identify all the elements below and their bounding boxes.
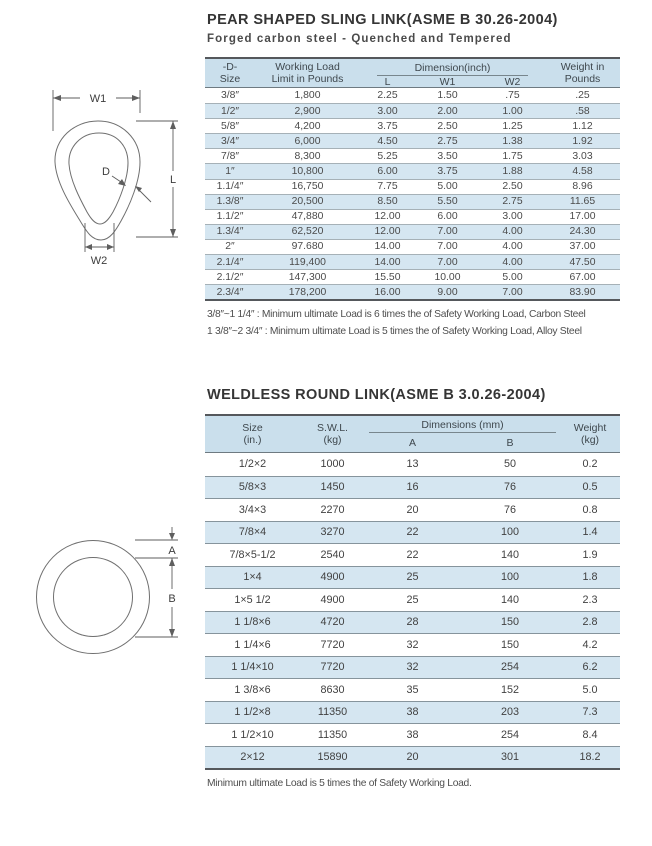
table-cell: 2.00 (437, 105, 458, 117)
table1-notes (207, 307, 586, 340)
table-cell: 0.8 (582, 503, 598, 516)
table-cell: 5.50 (437, 196, 458, 208)
col-header-wll (255, 59, 360, 87)
table-cell: 119,400 (289, 256, 326, 268)
table-cell: 4900 (320, 593, 345, 606)
table-cell: 8.4 (582, 728, 598, 741)
table-row (205, 656, 620, 679)
table-cell: 1/2×2 (238, 458, 267, 471)
col-header-weight (560, 416, 620, 452)
table-cell: 150 (500, 616, 519, 629)
col-header-A: A (408, 436, 416, 449)
table-cell: 1/2″ (220, 105, 240, 117)
table-cell: 1,800 (294, 90, 321, 102)
table-cell: 3.03 (572, 150, 593, 162)
table-row (205, 133, 620, 148)
table-row (205, 633, 620, 656)
section1-title: PEAR SHAPED SLING LINK(ASME B 30.26-2004) (207, 12, 558, 28)
table-cell: 2.1/4″ (216, 256, 244, 268)
table-cell: 38 (406, 706, 419, 719)
table-cell: 2×12 (240, 751, 265, 764)
table-cell: 2.3 (582, 593, 598, 606)
table-cell: 16 (406, 481, 419, 494)
table-cell: 6,000 (294, 135, 321, 147)
table-row (205, 179, 620, 194)
table-cell: 1 1/2×8 (234, 706, 271, 719)
table-cell: 11350 (317, 728, 348, 741)
table-row (205, 118, 620, 133)
table-row (205, 701, 620, 724)
table-row (205, 453, 620, 476)
table-cell: 11350 (317, 706, 348, 719)
table-row (205, 498, 620, 521)
table-cell: 16,750 (291, 181, 324, 193)
table-row (205, 588, 620, 611)
table-cell: 8630 (320, 683, 345, 696)
table-cell: 18.2 (579, 751, 601, 764)
dim-label-w2: W2 (90, 255, 108, 267)
col-header-swl-line2: (kg) (323, 434, 342, 446)
col-header-W2: W2 (504, 76, 521, 88)
col-header-W1: W1 (439, 76, 456, 88)
table-cell: 20 (406, 751, 419, 764)
note-line: 3/8″~1 1/4″ : Minimum ultimate Load is 6 times the of Safety Working Load, Carbon Steel (207, 309, 586, 320)
table-cell: 152 (500, 683, 519, 696)
table-cell: 5.25 (377, 150, 398, 162)
table-row (205, 239, 620, 254)
table-cell: 6.00 (437, 211, 458, 223)
table-cell: 9.00 (437, 286, 458, 298)
table2-body (205, 453, 620, 768)
table-row (205, 254, 620, 269)
col-header-wll-line2: Limit in Pounds (271, 73, 344, 85)
table-cell: 47,880 (291, 211, 324, 223)
col-header-size (205, 416, 300, 452)
table-cell: 16.00 (374, 286, 401, 298)
table-cell: 6.2 (582, 661, 598, 674)
dimensions-group-title: Dimensions (mm) (369, 419, 556, 433)
table-row (205, 224, 620, 239)
col-header-weight-line2: (kg) (580, 434, 600, 446)
col-header-weight-line1: Weight (573, 421, 607, 434)
pear-link-diagram (30, 83, 180, 273)
table-cell: 7720 (320, 638, 345, 651)
col-header-B: B (506, 436, 514, 449)
table-row (205, 88, 620, 103)
table-cell: 10,800 (291, 166, 324, 178)
table-cell: 1.3/8″ (216, 196, 244, 208)
table-row (205, 103, 620, 118)
table-row (205, 678, 620, 701)
table-cell: 150 (500, 638, 519, 651)
pear-link-table (205, 57, 620, 301)
table1-header (205, 59, 620, 88)
section2-title: WELDLESS ROUND LINK(ASME B 3.0.26-2004) (207, 387, 546, 403)
table-cell: 5/8×3 (238, 481, 267, 494)
table-cell: 7/8″ (220, 150, 240, 162)
table-cell: 32 (406, 661, 419, 674)
dim-label-d: D (102, 166, 110, 178)
table-cell: 5.0 (582, 683, 598, 696)
table-cell: 4.00 (502, 226, 523, 238)
table-cell: 1.3/4″ (216, 226, 244, 238)
note-line: 1 3/8″~2 3/4″ : Minimum ultimate Load is 5 times the of Safety Working Load, Alloy Steel (207, 325, 582, 337)
table-cell: 20,500 (291, 196, 324, 208)
table-cell: 7720 (320, 661, 345, 674)
table-cell: 5.00 (437, 181, 458, 193)
table-cell: 2.50 (502, 181, 523, 193)
table-cell: 254 (500, 661, 519, 674)
table-cell: 7/8×4 (238, 526, 267, 539)
col-header-weight (545, 59, 620, 87)
table-cell: 1.4 (582, 526, 598, 539)
table-cell: 1 1/4×10 (231, 661, 274, 674)
table-cell: 7.00 (502, 286, 523, 298)
col-header-size-line1: -D- (222, 60, 238, 73)
section1-subtitle: Forged carbon steel - Quenched and Tempered (207, 33, 512, 45)
table-cell: 2270 (320, 503, 345, 516)
dim-label-l: L (169, 174, 177, 186)
table-cell: 1.00 (502, 105, 523, 117)
table-cell: 4.00 (502, 256, 523, 268)
table-cell: 50 (503, 458, 516, 471)
col-header-L: L (384, 76, 391, 88)
col-header-weight-line2: Pounds (564, 73, 601, 85)
table-cell: 100 (500, 571, 519, 584)
col-header-swl (300, 416, 365, 452)
col-header-swl-line1: S.W.L. (317, 421, 348, 434)
table-cell: 15.50 (374, 271, 401, 283)
table-cell: 20 (406, 503, 419, 516)
table-row (205, 521, 620, 544)
table-cell: 7/8×5-1/2 (229, 548, 276, 561)
table-cell: 4.50 (377, 135, 398, 147)
col-header-dimensions-group (365, 416, 560, 452)
round-link-diagram (20, 525, 190, 675)
table-row (205, 163, 620, 178)
table-cell: 1.88 (502, 166, 523, 178)
table-cell: 8.50 (377, 196, 398, 208)
table-cell: 2.75 (437, 135, 458, 147)
table-cell: 38 (406, 728, 419, 741)
table-cell: 62,520 (291, 226, 324, 238)
table-cell: 2.25 (377, 90, 398, 102)
table-row (205, 543, 620, 566)
table-cell: 76 (503, 481, 516, 494)
col-header-size-line1: Size (242, 421, 263, 434)
table-cell: 25 (406, 571, 419, 584)
table-row (205, 284, 620, 299)
col-header-size (205, 59, 255, 87)
table-cell: 5/8″ (220, 120, 240, 132)
table-row (205, 746, 620, 769)
table-cell: 17.00 (569, 211, 596, 223)
table-cell: 0.2 (582, 458, 598, 471)
dim-label-w1: W1 (89, 93, 107, 105)
table-cell: 1.25 (502, 120, 523, 132)
table-cell: 1.50 (437, 90, 458, 102)
dim-label-b: B (168, 593, 176, 605)
table-cell: 10.00 (434, 271, 461, 283)
table-row (205, 148, 620, 163)
table-cell: 1 3/8×6 (234, 683, 271, 696)
dimension-group-title: Dimension(inch) (377, 62, 529, 76)
table1-body (205, 88, 620, 299)
table-cell: 7.75 (377, 181, 398, 193)
table-row (205, 209, 620, 224)
table-cell: 8.96 (572, 181, 593, 193)
table-cell: 1.75 (502, 150, 523, 162)
dim-label-a: A (168, 545, 176, 557)
col-header-size-line2: Size (219, 73, 241, 85)
table-cell: .75 (505, 90, 520, 102)
pear-outer-contour (55, 121, 140, 240)
table-cell: 1 1/2×10 (231, 728, 274, 741)
table-cell: 7.3 (582, 706, 598, 719)
table-cell: .25 (575, 90, 590, 102)
table-cell: 140 (500, 548, 519, 561)
col-header-wll-line1: Working Load (275, 60, 340, 73)
table-cell: 97.680 (291, 241, 324, 253)
table-cell: 2540 (320, 548, 345, 561)
table-cell: 4.2 (582, 638, 598, 651)
table-cell: 1.92 (572, 135, 593, 147)
table2-note: Minimum ultimate Load is 5 times the of Safety Working Load. (207, 778, 472, 789)
table-cell: 1.8 (582, 571, 598, 584)
table-cell: 1.9 (582, 548, 598, 561)
table-cell: 3270 (320, 526, 345, 539)
table-cell: 28 (406, 616, 419, 629)
table-cell: 22 (406, 526, 419, 539)
table-cell: 24.30 (569, 226, 596, 238)
table-cell: 301 (500, 751, 519, 764)
table-cell: 4.00 (502, 241, 523, 253)
table-cell: 7.00 (437, 256, 458, 268)
table-cell: 140 (500, 593, 519, 606)
col-header-weight-line1: Weight in (560, 60, 605, 73)
table-cell: 1.1/4″ (216, 181, 244, 193)
table-cell: 100 (500, 526, 519, 539)
table-row (205, 269, 620, 284)
table-cell: 0.5 (582, 481, 598, 494)
table-cell: 2,900 (294, 105, 321, 117)
table-cell: 12.00 (374, 226, 401, 238)
table-cell: 47.50 (569, 256, 596, 268)
table-cell: 3/4″ (220, 135, 240, 147)
table-cell: 37.00 (569, 241, 596, 253)
table-cell: 15890 (317, 751, 348, 764)
table-cell: 5.00 (502, 271, 523, 283)
table-cell: 4.58 (572, 166, 593, 178)
table2-header (205, 416, 620, 453)
table-cell: 1.1/2″ (216, 211, 244, 223)
table-cell: 32 (406, 638, 419, 651)
table-cell: 3.75 (437, 166, 458, 178)
table-cell: 147,300 (288, 271, 327, 283)
table-cell: 1 1/4×6 (234, 638, 271, 651)
table-cell: 7.00 (437, 241, 458, 253)
table-cell: 67.00 (569, 271, 596, 283)
table-cell: 25 (406, 593, 419, 606)
table-cell: 1.12 (572, 120, 593, 132)
table-cell: 1×5 1/2 (234, 593, 271, 606)
table-cell: 7.00 (437, 226, 458, 238)
table-cell: 8,300 (294, 150, 321, 162)
table-row (205, 476, 620, 499)
col-header-size-line2: (in.) (243, 434, 262, 446)
table-cell: 4720 (320, 616, 345, 629)
table-cell: 178,200 (288, 286, 327, 298)
table-cell: 4900 (320, 571, 345, 584)
table-cell: 2.1/2″ (216, 271, 244, 283)
table-cell: 1000 (320, 458, 345, 471)
table-cell: 1450 (320, 481, 345, 494)
table-cell: 2.50 (437, 120, 458, 132)
table-cell: 254 (500, 728, 519, 741)
table-cell: 76 (503, 503, 516, 516)
table-cell: 1.38 (502, 135, 523, 147)
table-cell: 13 (406, 458, 419, 471)
table-cell: 2.8 (582, 616, 598, 629)
round-link-table (205, 414, 620, 770)
table-cell: 3.00 (377, 105, 398, 117)
ring-inner-circle (54, 558, 133, 637)
table-cell: 14.00 (374, 256, 401, 268)
table-cell: .58 (575, 105, 590, 117)
table-cell: 22 (406, 548, 419, 561)
table-cell: 3/4×3 (238, 503, 267, 516)
table-row (205, 611, 620, 634)
table-cell: 1×4 (243, 571, 262, 584)
pear-inner-contour (69, 133, 128, 224)
table-cell: 2″ (225, 241, 235, 253)
table-row (205, 723, 620, 746)
table-cell: 1 1/8×6 (234, 616, 271, 629)
table-cell: 12.00 (374, 211, 401, 223)
table-cell: 3.75 (377, 120, 398, 132)
table-cell: 6.00 (377, 166, 398, 178)
table-cell: 1″ (225, 166, 235, 178)
table-cell: 83.90 (569, 286, 596, 298)
table-cell: 3.50 (437, 150, 458, 162)
col-header-dimension-group (360, 59, 545, 87)
table-row (205, 194, 620, 209)
table-cell: 14.00 (374, 241, 401, 253)
table-cell: 3/8″ (220, 90, 240, 102)
table-row (205, 566, 620, 589)
table-cell: 203 (500, 706, 519, 719)
table-cell: 2.3/4″ (216, 286, 244, 298)
table-cell: 35 (406, 683, 419, 696)
table-cell: 2.75 (502, 196, 523, 208)
table-cell: 3.00 (502, 211, 523, 223)
table-cell: 4,200 (294, 120, 321, 132)
table-cell: 11.65 (569, 196, 596, 208)
